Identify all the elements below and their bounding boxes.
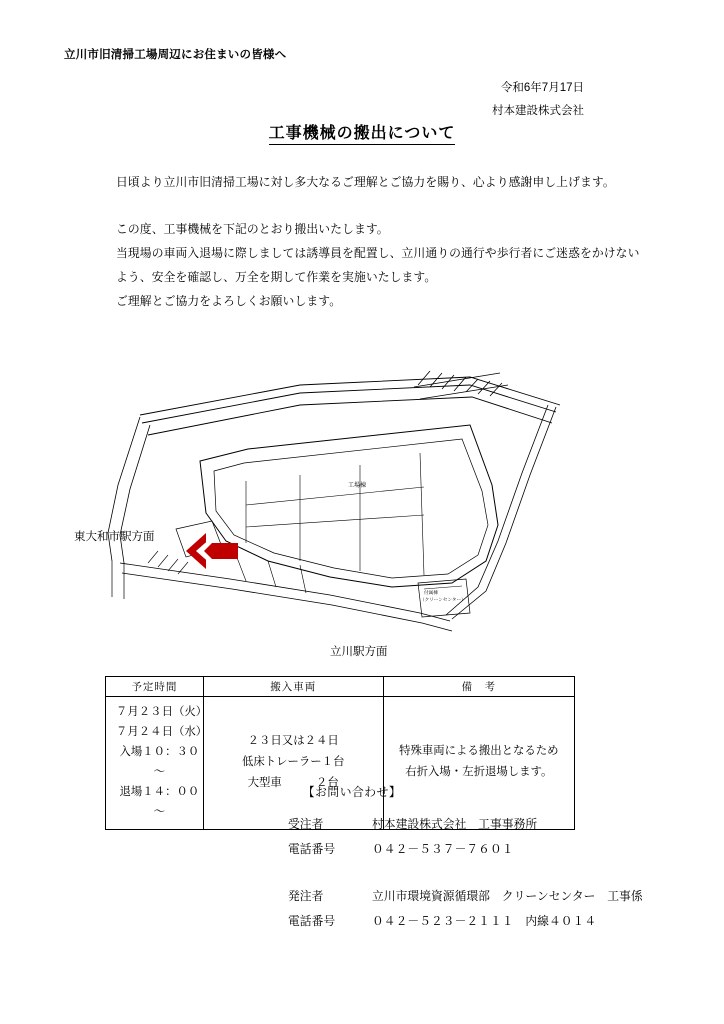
page-title (0, 120, 724, 143)
contact-section (0, 783, 724, 934)
contact-title: 【お問い合わせ】 (302, 785, 402, 799)
contact-label-client-phone: 電話番号 (288, 914, 336, 928)
table-header-row (106, 677, 575, 697)
issuer-company: 村本建設株式会社 (492, 105, 584, 117)
remarks-line-1: 特殊車両による搬出となるため (399, 745, 559, 757)
map-center-label-2: （クリーンセンター） (420, 597, 466, 602)
date-line: 令和6年7月17日 (500, 82, 584, 94)
schedule-line-3: 入場１０：３０～ (119, 746, 200, 778)
map-label-west: 東大和市駅方面 (74, 531, 155, 543)
contact-label-contractor-phone: 電話番号 (288, 842, 336, 856)
contact-row-client (0, 884, 724, 909)
contact-value-client-phone: ０４２－５２３－２１１１ 内線４０１４ (372, 914, 597, 928)
contact-row-contractor (0, 812, 724, 837)
contact-value-contractor-phone: ０４２－５３７－７６０１ (372, 842, 514, 856)
header-time: 予定時間 (106, 677, 204, 697)
paragraph-4: ご理解とご協力をよろしくお願いします。 (116, 294, 342, 308)
remarks-line-2: 右折入場・左折退場します。 (405, 766, 553, 778)
contact-value-client: 立川市環境資源循環部 クリーンセンター 工事係 (372, 889, 643, 903)
contact-row-contractor-phone (0, 837, 724, 862)
page-title-text: 工事機械の搬出について (269, 125, 456, 145)
vehicles-line-2: 低床トレーラー１台 (241, 755, 345, 768)
map-label-south: 立川駅方面 (330, 646, 388, 658)
map-center-label-1: 付属棟 (424, 590, 438, 595)
body-text (0, 170, 724, 313)
paragraph-3: 当現場の車両入退場に際しましては誘導員を配置し、立川通りの通行や歩行者にご迷惑をかけないよう、安全を確認し、万全を期して作業を実施いたします。 (116, 246, 640, 284)
vehicles-line-3: 大型車 ２台 (247, 776, 339, 789)
contact-label-contractor: 受注者 (288, 817, 324, 831)
paragraph-1: 日頃より立川市旧清掃工場に対し多大なるご理解とご協力を賜り、心より感謝申し上げます。 (116, 175, 615, 189)
schedule-line-4: 退場１４：００～ (119, 786, 200, 818)
site-map-svg (0, 365, 724, 655)
contact-spacer (0, 862, 724, 884)
contact-row-client-phone (0, 909, 724, 934)
schedule-line-1: ７月２３日（火） (116, 706, 208, 718)
vehicles-line-1: ２３日又は２４日 (247, 734, 339, 747)
paragraph-2: この度、工事機械を下記のとおり搬出いたします。 (116, 222, 389, 236)
contact-value-contractor: 村本建設株式会社 工事事務所 (372, 817, 538, 831)
map-factory-label: 工場棟 (348, 483, 367, 489)
site-map (0, 365, 724, 658)
header-remarks: 備 考 (383, 677, 574, 697)
addressee-line: 立川市旧清掃工場周辺にお住まいの皆様へ (64, 49, 287, 61)
header-vehicles: 搬入車両 (203, 677, 383, 697)
schedule-line-2: ７月２４日（水） (116, 726, 208, 738)
contact-label-client: 発注者 (288, 889, 324, 903)
route-arrow-icon (186, 533, 238, 569)
